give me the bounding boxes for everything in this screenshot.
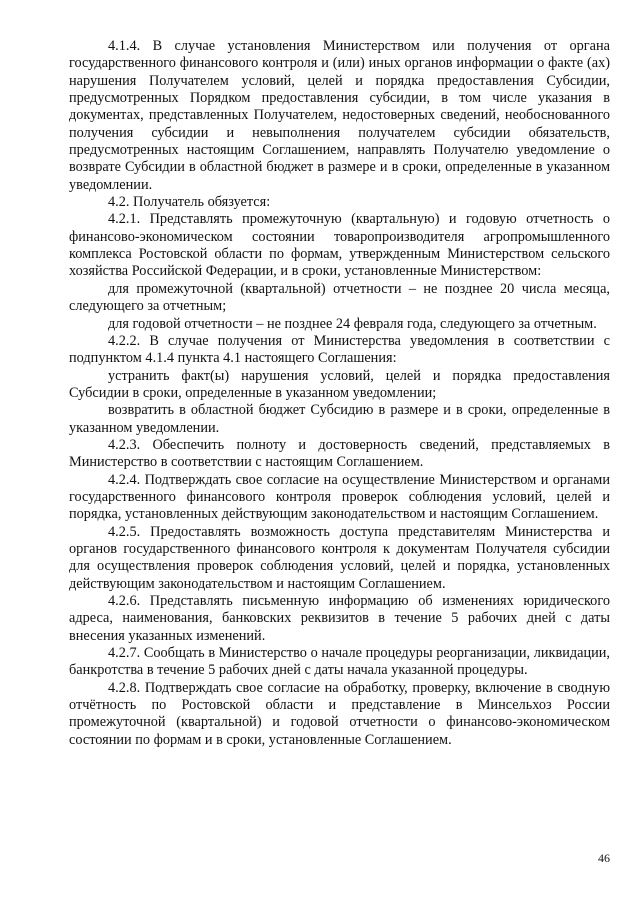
- document-page: [69, 38, 610, 749]
- paragraph-return-subsidy: возвратить в областной бюджет Субсидию в размере и в сроки, определенные в указанном уведомлении.: [69, 402, 610, 436]
- paragraph-quarterly-deadline: для промежуточной (квартальной) отчетности – не позднее 20 числа месяца, следующего за отчетным;: [69, 280, 610, 315]
- paragraph-4-2-8: 4.2.8. Подтверждать свое согласие на обработку, проверку, включение в сводную отчётность по Ростовской области и представление в Минсельхоз России промежуточной (квартальной) и годовой отчетности о финансово-экономическом состоянии по формам и в сроки, установленные Соглашением.: [69, 679, 610, 748]
- paragraph-4-2-2: 4.2.2. В случае получения от Министерства уведомления в соответствии с подпунктом 4.1.4 пункта 4.1 настоящего Соглашения:: [69, 332, 610, 367]
- paragraph-annual-deadline: для годовой отчетности – не позднее 24 февраля года, следующего за отчетным.: [108, 315, 597, 332]
- paragraph-4-2-4: 4.2.4. Подтверждать свое согласие на осуществление Министерством и органами государственного финансового контроля проверок соблюдения условий, целей и порядка, установленных действующим законодательством и настоящим Соглашением.: [69, 471, 610, 523]
- paragraph-eliminate-violations: устранить факт(ы) нарушения условий, целей и порядка предоставления Субсидии в сроки, определенные в указанном уведомлении;: [69, 367, 610, 401]
- paragraph-4-2: 4.2. Получатель обязуется:: [108, 194, 271, 211]
- paragraph-4-2-5: 4.2.5. Предоставлять возможность доступа представителям Министерства и органов государственного финансового контроля к документам Получателя субсидии для осуществления проверок соблюдения условий, целей и порядка, установленных действующим законодательством и настоящим Соглашением.: [69, 523, 610, 592]
- paragraph-4-2-7: 4.2.7. Сообщать в Министерство о начале процедуры реорганизации, ликвидации, банкротства в течение 5 рабочих дней с даты начала указанной процедуры.: [69, 645, 610, 679]
- paragraph-4-1-4: 4.1.4. В случае установления Министерством или получения от органа государственного финансового контроля и (или) иных органов информации о факте (ах) нарушения Получателем условий, целей и порядка предоставления Субсидии, предусмотренных Порядком предоставления субсидии, в том числе указания в документах, представленных Получателем, недостоверных сведений, необоснованного получения субсидии и невыполнения получателем субсидии обязательств, предусмотренных настоящим Соглашением, направлять Получателю уведомление о возврате Субсидии в областной бюджет в размере и в сроки, определенные в указанном уведомлении.: [69, 38, 610, 193]
- page-number: 46: [598, 851, 610, 865]
- paragraph-4-2-1: 4.2.1. Представлять промежуточную (квартальную) и годовую отчетность о финансово-экономическом состоянии товаропроизводителя агропромышленного комплекса Ростовской области по формам, утвержденным Министерством сельского хозяйства Российской Федерации, и в сроки, установленные Министерством:: [69, 211, 610, 280]
- paragraph-4-2-3: 4.2.3. Обеспечить полноту и достоверность сведений, представляемых в Министерство в соответствии с настоящим Соглашением.: [69, 436, 610, 471]
- paragraph-4-2-6: 4.2.6. Представлять письменную информацию об изменениях юридического адреса, наименования, банковских реквизитов в течение 5 рабочих дней с даты внесения указанных изменений.: [69, 593, 610, 644]
